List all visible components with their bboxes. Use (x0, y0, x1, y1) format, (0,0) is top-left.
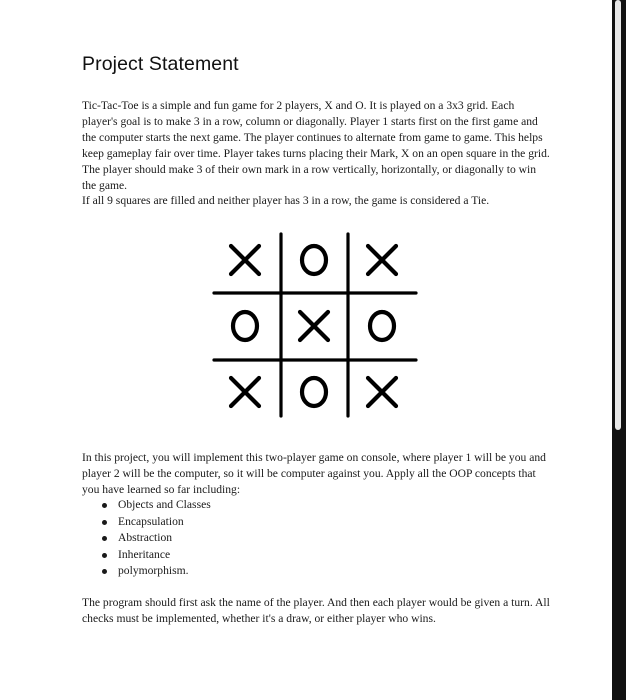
closing-paragraph: The program should first ask the name of the player. And then each player would be given a turn. All checks must be implemented, whether it's a draw, or either player who wins. (82, 596, 550, 625)
x-mark-icon (231, 246, 259, 274)
list-item (100, 514, 211, 531)
x-mark-icon (231, 378, 259, 406)
list-item (100, 530, 211, 547)
o-mark-icon (302, 378, 326, 406)
list-item-label: polymorphism. (118, 564, 189, 577)
list-item-label: Encapsulation (118, 514, 184, 528)
bullet-icon (102, 553, 107, 558)
o-mark-icon (302, 246, 326, 274)
o-mark-icon (233, 312, 257, 340)
list-item-label: Inheritance (118, 547, 171, 561)
list-item (100, 547, 211, 564)
x-mark-icon (368, 246, 396, 274)
list-item (100, 563, 211, 580)
tie-paragraph: If all 9 squares are filled and neither player has 3 in a row, the game is considered a Tie. (82, 194, 490, 207)
bullet-icon (102, 503, 107, 508)
project-paragraph: In this project, you will implement this two-player game on console, where player 1 will be you and player 2 will be the computer, so it will be computer against you. Apply all the OOP concepts that you have learned so far including: (82, 451, 546, 496)
scrollbar-thumb[interactable] (615, 0, 621, 430)
x-mark-icon (368, 378, 396, 406)
page-title: Project Statement (82, 53, 239, 75)
oop-concepts-list (100, 497, 211, 580)
bullet-icon (102, 520, 107, 525)
x-mark-icon (300, 312, 328, 340)
o-mark-icon (370, 312, 394, 340)
list-item-label: Objects and Classes (118, 498, 211, 511)
board-graphic (212, 226, 418, 421)
bullet-icon (102, 536, 107, 541)
tic-tac-toe-board (212, 226, 418, 421)
list-item-label: Abstraction (118, 531, 173, 544)
bullet-icon (102, 569, 107, 574)
list-item (100, 497, 211, 514)
intro-paragraph: Tic-Tac-Toe is a simple and fun game for 2 players, X and O. It is played on a 3x3 grid. Each player's goal is to make 3 in a row, column or diagonally. Player 1 starts first on the first game and the computer starts the next game. The player continues to alternate from game to game. This helps keep gameplay fair over time. Player takes turns placing their Mark, X on an open square in the grid. The player should make 3 of their own mark in a row vertically, horizontally, or diagonally to win the game. (82, 99, 550, 192)
